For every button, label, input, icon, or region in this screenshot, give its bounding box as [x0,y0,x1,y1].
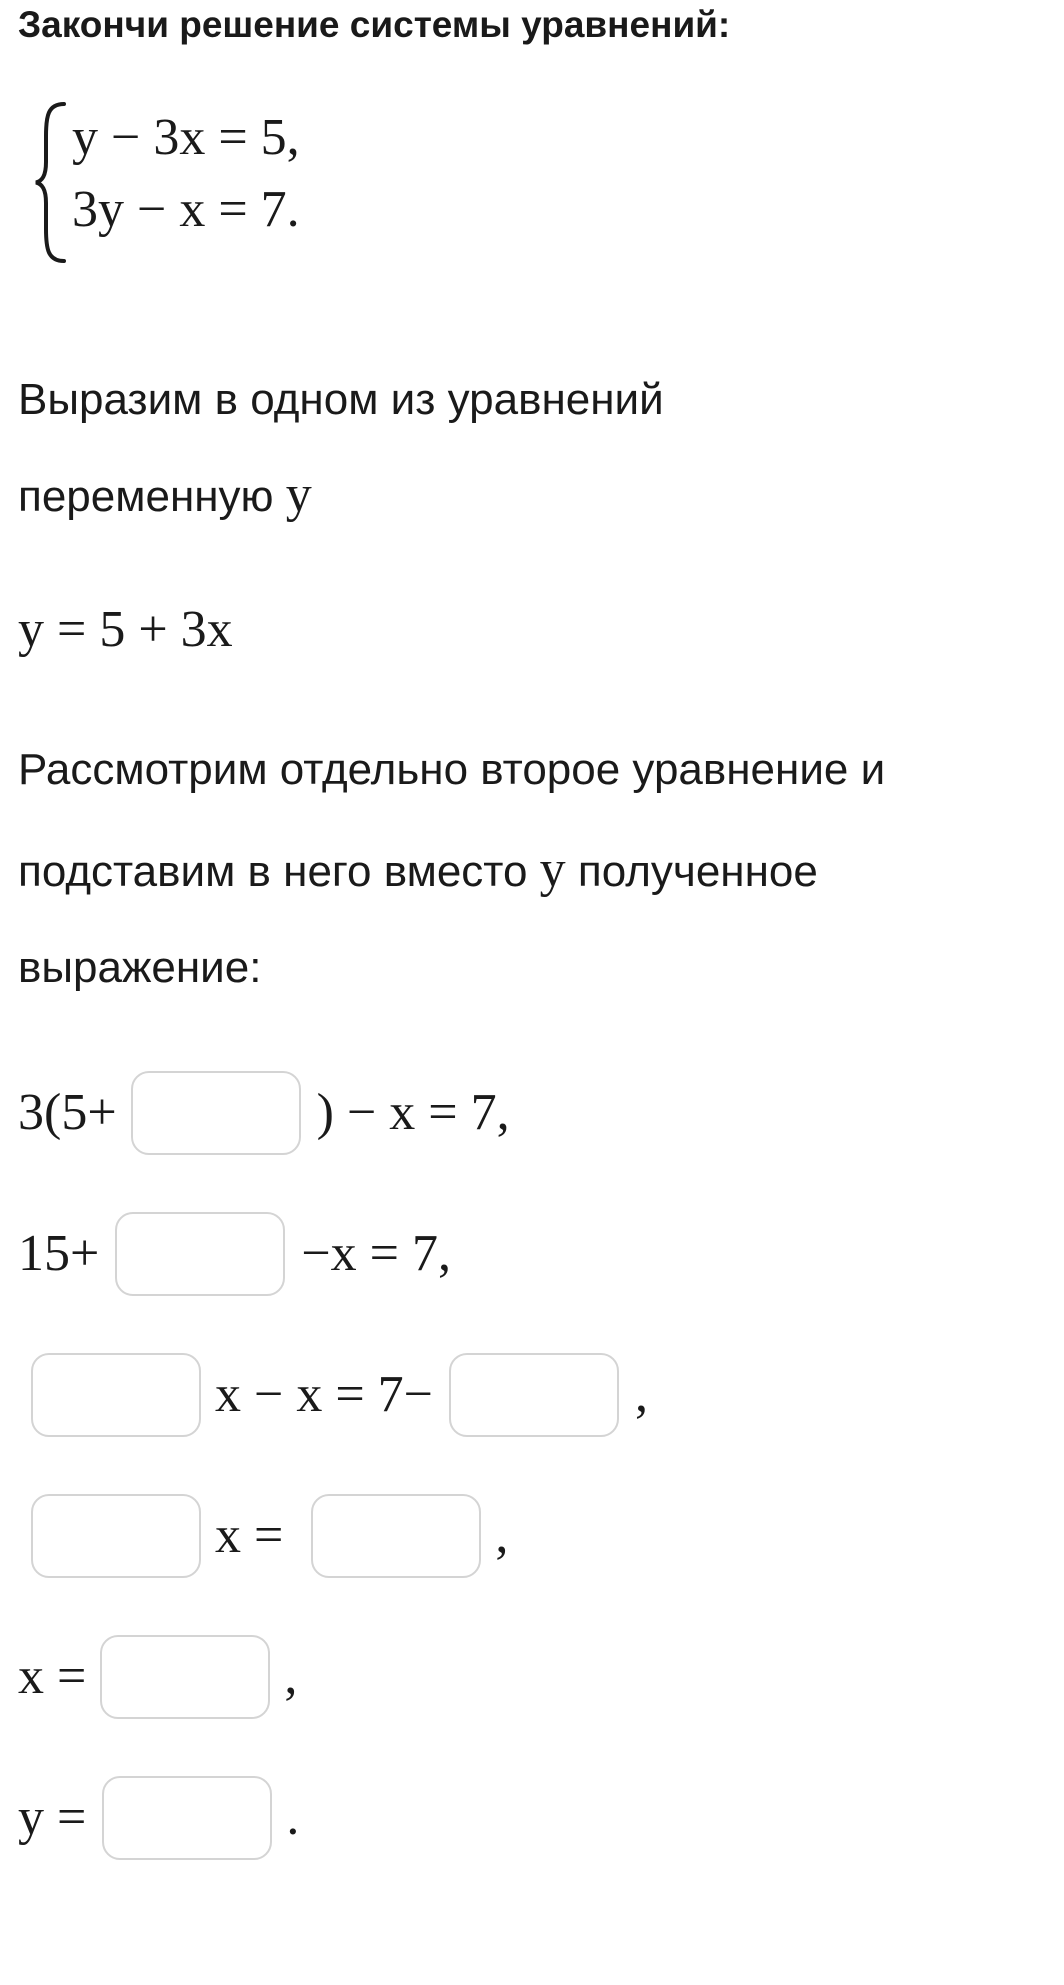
system-equation-1: y − 3x = 5, [72,109,300,166]
y-answer-row [18,1773,299,1863]
variable-y: y [539,841,566,898]
x-answer-row [18,1632,297,1722]
step-3-rhs-input[interactable] [449,1353,619,1437]
step-4-coefficient-input[interactable] [31,1494,201,1578]
step-4 [31,1491,508,1581]
y-answer-label: y = [18,1789,87,1846]
instruction-2-line-3: выражение: [18,943,262,992]
step-1-prefix: 3(5+ [18,1084,117,1141]
step-4-middle: x = [215,1507,284,1564]
step-1-suffix: ) − x = 7, [316,1084,510,1141]
step-2 [18,1209,451,1299]
step-4-rhs-input[interactable] [311,1494,481,1578]
x-answer-label: x = [18,1648,87,1705]
step-3-coefficient-input[interactable] [31,1353,201,1437]
x-answer-input[interactable] [100,1635,270,1719]
instruction-1-text: переменную [18,472,286,521]
step-2-suffix: −x = 7, [301,1225,451,1282]
step-1 [18,1068,510,1158]
instruction-2-line-1: Рассмотрим отдельно второе уравнение и [18,745,886,794]
instruction-1-line-1: Выразим в одном из уравнений [18,375,664,424]
instruction-2-text-a: подставим в него вместо [18,847,540,896]
y-answer-suffix: . [286,1789,300,1846]
step-3-middle: x − x = 7− [215,1366,433,1423]
variable-y: y [285,466,312,523]
expressed-equation [18,585,233,675]
step-3 [31,1350,648,1440]
left-brace-icon [34,100,68,265]
step-2-input[interactable] [115,1212,285,1296]
task-title: Закончи решение системы уравнений: [18,4,731,45]
step-1-input[interactable] [131,1071,301,1155]
step-3-suffix: , [634,1366,648,1423]
instruction-1-line-2 [18,465,312,527]
instruction-2-line-2 [18,840,818,902]
system-equation-2: 3y − x = 7. [72,181,300,238]
step-2-prefix: 15+ [18,1225,100,1282]
instruction-2-text-b: полученное [565,847,818,896]
expressed-equation-text: y = 5 + 3x [18,601,233,658]
step-4-suffix: , [495,1507,509,1564]
x-answer-suffix: , [284,1648,298,1705]
y-answer-input[interactable] [102,1776,272,1860]
